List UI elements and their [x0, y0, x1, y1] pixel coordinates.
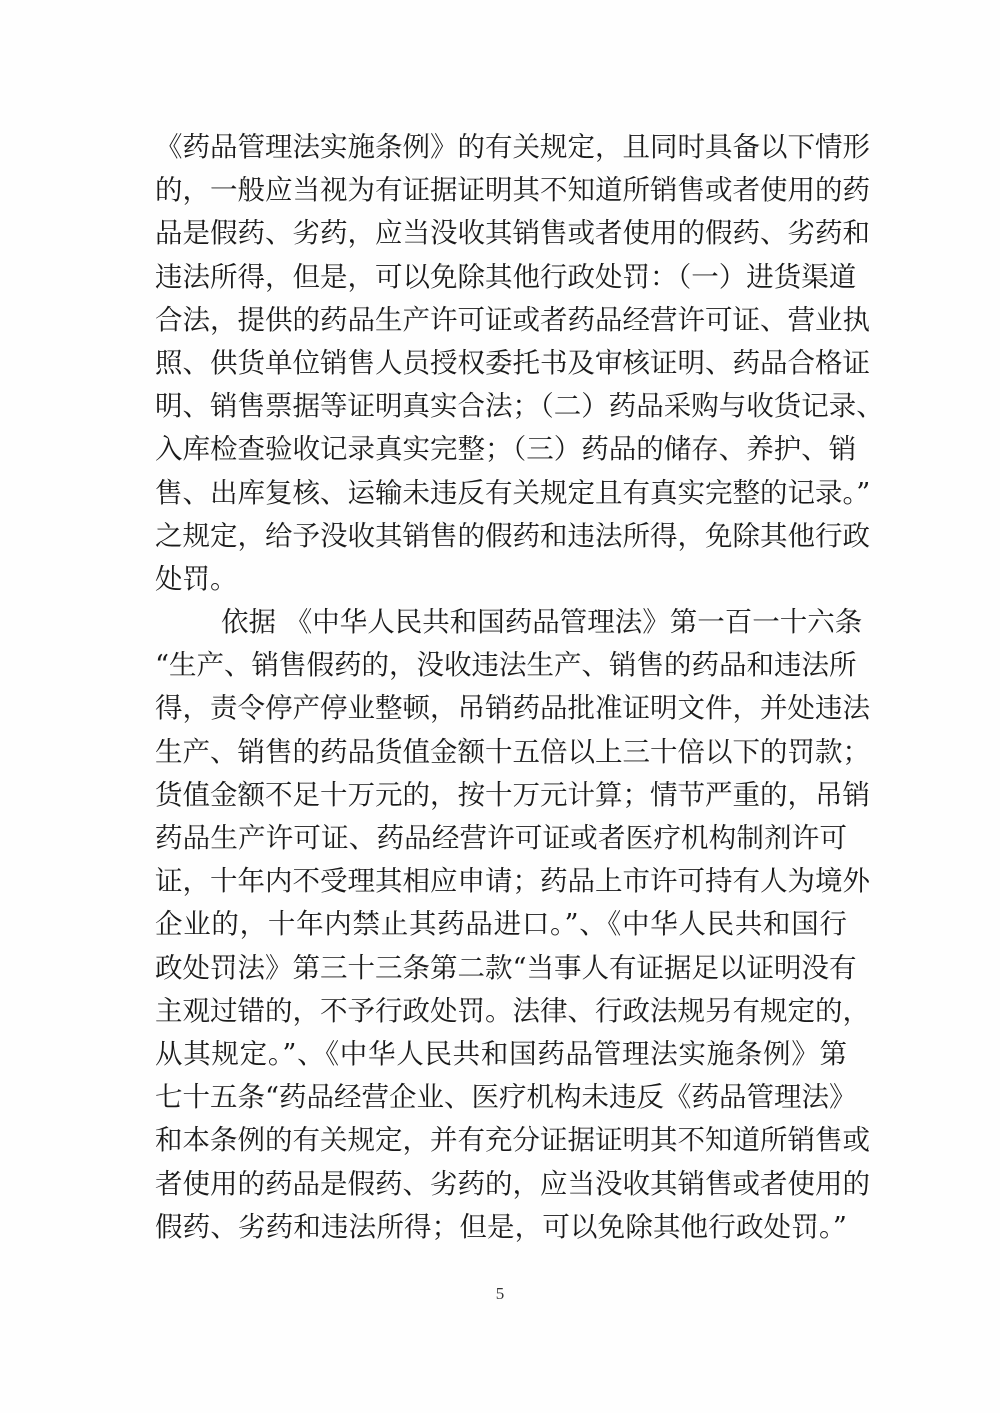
text-line: 处罚。 — [155, 562, 238, 595]
text-line: 七十五条“药品经营企业、医疗机构未违反《药品管理法》 — [155, 1081, 857, 1114]
text-line: 品是假药、劣药，应当没收其销售或者使用的假药、劣药和 — [155, 217, 870, 250]
text-line: 的，一般应当视为有证据证明其不知道所销售或者使用的药 — [155, 174, 870, 207]
text-line: 者使用的药品是假药、劣药的，应当没收其销售或者使用的 — [155, 1167, 870, 1200]
text-line: 货值金额不足十万元的，按十万元计算；情节严重的，吊销 — [155, 778, 870, 811]
text-line: 入库检查验收记录真实完整；（三）药品的储存、养护、销 — [155, 433, 857, 466]
paragraph-first-line: 依据 《中华人民共和国药品管理法》第一百一十六条 — [221, 606, 863, 639]
text-line: 照、供货单位销售人员授权委托书及审核证明、药品合格证 — [155, 346, 870, 379]
text-line: 从其规定。”、《中华人民共和国药品管理法实施条例》第 — [155, 1037, 847, 1070]
text-line: 企业的，十年内禁止其药品进口。”、《中华人民共和国行 — [155, 908, 847, 941]
text-line: 和本条例的有关规定，并有充分证据证明其不知道所销售或 — [155, 1124, 870, 1157]
text-line: 违法所得，但是，可以免除其他行政处罚：（一）进货渠道 — [155, 260, 857, 293]
page-number: 5 — [495, 1284, 505, 1303]
text-line: 明、销售票据等证明真实合法；（二）药品采购与收货记录、 — [155, 390, 884, 423]
text-line: 售、出库复核、运输未违反有关规定且有真实完整的记录。” — [155, 476, 871, 509]
text-line: 假药、劣药和违法所得；但是，可以免除其他行政处罚。” — [155, 1210, 847, 1243]
text-line: 《药品管理法实施条例》的有关规定，且同时具备以下情形 — [155, 131, 870, 163]
text-line: 得，责令停产停业整顿，吊销药品批准证明文件，并处违法 — [155, 692, 870, 725]
text-line: 证，十年内不受理其相应申请；药品上市许可持有人为境外 — [155, 865, 870, 898]
text-line: 之规定，给予没收其销售的假药和违法所得，免除其他行政 — [155, 519, 870, 552]
text-line: “生产、销售假药的，没收违法生产、销售的药品和违法所 — [155, 649, 857, 682]
text-line: 生产、销售的药品货值金额十五倍以上三十倍以下的罚款； — [155, 735, 870, 768]
text-line: 合法，提供的药品生产许可证或者药品经营许可证、营业执 — [155, 303, 870, 336]
text-line: 主观过错的，不予行政处罚。法律、行政法规另有规定的， — [155, 994, 870, 1027]
body-text — [155, 126, 884, 1249]
text-line: 政处罚法》第三十三条第二款“当事人有证据足以证明没有 — [155, 951, 857, 984]
text-line: 药品生产许可证、药品经营许可证或者医疗机构制剂许可 — [155, 822, 847, 854]
